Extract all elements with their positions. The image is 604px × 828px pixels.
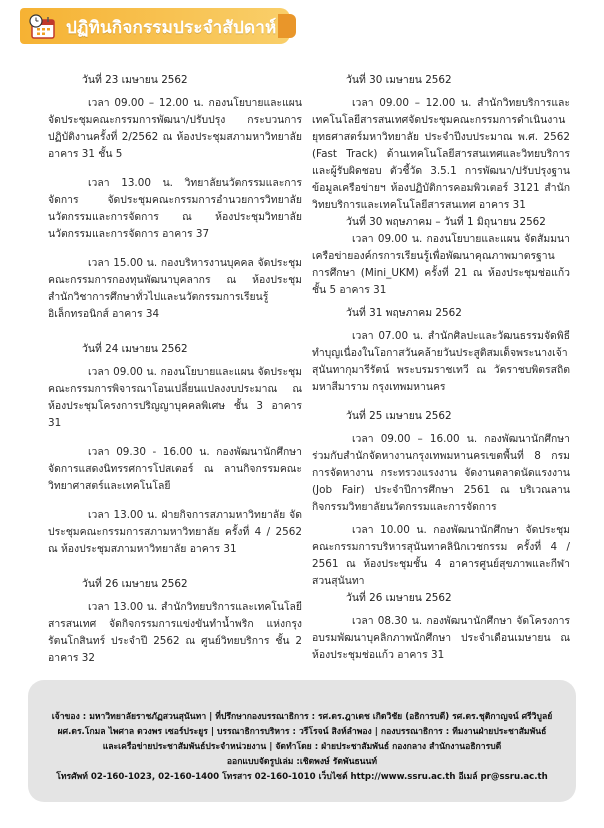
event-entry: เวลา 08.30 น. กองพัฒนานักศึกษา จัดโครงการอบรมพัฒนาบุคลิกภาพนักศึกษา ประจำเดือนเมษายน ณ ห้องประชุมช่อแก้ว อาคาร 31 — [312, 615, 570, 661]
event-entry: เวลา 09.00 – 12.00 น. สำนักวิทยบริการและเทคโนโลยีสารสนเทศจัดประชุมคณะกรรมการดำเนินงานยุทธศาสตร์มหาวิทยาลัย ประจำปีงบประมาณ พ.ศ. 2562 (Fast Track) ด้านเทคโนโลยีสารสนเทศและวิทยบริการ และผู้รับผิดชอบ ตัวชี้วัด 3.5.1 การพัฒนา/ปรับปรุงฐานข้อมูลเครือข่ายฯ ห้องปฏิบัติการคอมพิวเตอร์ 3121 สำนักวิทยบริการและเทคโนโลยีสารสนเทศ อาคาร 31 — [312, 97, 570, 211]
event-entry: เวลา 15.00 น. กองบริหารงานบุคคล จัดประชุมคณะกรรมการกองทุนพัฒนาบุคลากร ณ ห้องประชุมสำนักวิชาการศึกษาทั่วไปและนวัตกรรมการเรียนรู้อิเล็กทรอนิกส์ อาคาร 34 — [48, 257, 302, 320]
footer-line: ออกแบบจัดรูปเล่ม :เชิดพงษ์ รัตพันธนนท์ — [226, 757, 378, 767]
day-heading: วันที่ 26 เมษายน 2562 — [346, 592, 452, 604]
day-heading: วันที่ 30 พฤษภาคม – วันที่ 1 มิถุนายน 2562 — [346, 216, 546, 228]
event-entry: เวลา 09.00 น. กองนโยบายและแผน จัดสัมมนาเครือข่ายองค์กรการเรียนรู้เพื่อพัฒนาคุณภาพมาตรฐานการศึกษา (Mini_UKM) ครั้งที่ 21 ณ ห้องประชุมช่อแก้ว ชั้น 5 อาคาร 31 — [312, 233, 570, 296]
event-entry: เวลา 09.30 - 16.00 น. กองพัฒนานักศึกษาจัดการแสดงนิทรรศการโปสเตอร์ ณ ลานกิจกรรมคณะวิทยาศาสตร์และเทคโนโลยี — [48, 446, 302, 492]
day-heading: วันที่ 31 พฤษภาคม 2562 — [346, 307, 462, 319]
event-entry: เวลา 09.00 – 16.00 น. กองพัฒนานักศึกษา ร่วมกับสำนักจัดหางานกรุงเทพมหานครเขตพื้นที่ 8 กรมการจัดหางาน กระทรวงแรงงาน จัดงานตลาดนัดแรงงาน (Job Fair) ประจำปีการศึกษา 2561 ณ บริเวณลานกิจกรรมวิทยาลัยนวัตกรรมและการจัดการ — [312, 433, 570, 513]
event-entry: เวลา 07.00 น. สำนักศิลปะและวัฒนธรรมจัดพิธีทำบุญเนื่องในโอกาสวันคล้ายวันประสูติสมเด็จพระนางเจ้าสุนันทากุมารีรัตน์ พระบรมราชเทวี ณ วัดราชบพิตรสถิตมหาสีมาราม กรุงเทพมหานคร — [312, 330, 570, 393]
day-heading: วันที่ 24 เมษายน 2562 — [82, 343, 188, 355]
event-entry: เวลา 09.00 น. กองนโยบายและแผน จัดประชุมคณะกรรมการพิจารณาโอนเปลี่ยนแปลงงบประมาณ ณ ห้องประชุมโครงการปริญญาบุคคลพิเศษ ชั้น 3 อาคาร 31 — [48, 366, 302, 429]
event-entry: เวลา 13.00 น. สำนักวิทยบริการและเทคโนโลยีสารสนเทศ จัดกิจกรรมการแข่งขันทำน้ำพริก แห่งกรุงรัตนโกสินทร์ ประจำปี 2562 ณ ศูนย์วิทยบริการ ชั้น 2 อาคาร 32 — [48, 601, 302, 664]
page-title: ปฏิทินกิจกรรมประจำสัปดาห์ — [66, 18, 277, 38]
day-heading: วันที่ 26 เมษายน 2562 — [82, 578, 188, 590]
event-entry: เวลา 13.00 น. วิทยาลัยนวัตกรรมและการจัดการ จัดประชุมคณะกรรมการอำนวยการวิทยาลัยนวัตกรรมและการจัดการ ณ ห้องประชุมวิทยาลัยนวัตกรรมและการจัดการ อาคาร 37 — [48, 177, 302, 240]
day-heading: วันที่ 23 เมษายน 2562 — [82, 74, 188, 86]
calendar-clock-icon — [28, 12, 58, 40]
footer-contact-line: โทรศัพท์ 02-160-1023, 02-160-1400 โทรสาร 02-160-1010 เว็บไซต์ http://www.ssru.ac.th อีเมล์ pr@ssru.ac.th — [56, 772, 548, 782]
event-entry: เวลา 10.00 น. กองพัฒนานักศึกษา จัดประชุมคณะกรรมการบริหารสุนันทาคลินิกเวชกรรม ครั้งที่ 4 / 2561 ณ ห้องประชุมชั้น 4 อาคารศูนย์สุขภาพและกีฬาสวนสุนันทา — [312, 524, 570, 587]
event-entry: เวลา 09.00 – 12.00 น. กองนโยบายและแผน จัดประชุมคณะกรรมการพัฒนา/ปรับปรุง กระบวนการปฏิบัติงานครั้งที่ 2/2562 ณ ห้องประชุมสภามหาวิทยาลัย อาคาร 31 ชั้น 5 — [48, 97, 302, 160]
footer-line: เจ้าของ : มหาวิทยาลัยราชภัฏสวนสุนันทา | ที่ปรึกษากองบรรณาธิการ : รศ.ดร.ฎาเดช เกิดวิชัย (อธิการบดี) รศ.ดร.ชุติกาญจน์ ศรีวิบูลย์ — [51, 712, 553, 722]
left-column — [48, 72, 302, 667]
header-tab-decoration — [278, 14, 296, 38]
footer-line: ผศ.ดร.โกมล ไพศาล ดวงพร เซอร์ประยูร | บรรณาธิการบริหาร : วรีโรจน์ สิงห์ลำพอง | กองบรรณาธิการ : ทีมงานฝ่ายประชาสัมพันธ์ — [57, 727, 547, 737]
footer-line: และเครือข่ายประชาสัมพันธ์ประจำหน่วยงาน | จัดทำโดย : ฝ่ายประชาสัมพันธ์ กองกลาง สำนักงานอธิการบดี — [102, 742, 502, 752]
credits-footer — [28, 680, 576, 802]
day-heading: วันที่ 30 เมษายน 2562 — [346, 74, 452, 86]
day-heading: วันที่ 25 เมษายน 2562 — [346, 410, 452, 422]
right-column — [312, 72, 570, 664]
event-entry: เวลา 13.00 น. ฝ่ายกิจการสภามหาวิทยาลัย จัดประชุมคณะกรรมการสภามหาวิทยาลัย ครั้งที่ 4 / 2562 ณ ห้องประชุมสภามหาวิทยาลัย อาคาร 31 — [48, 509, 302, 555]
